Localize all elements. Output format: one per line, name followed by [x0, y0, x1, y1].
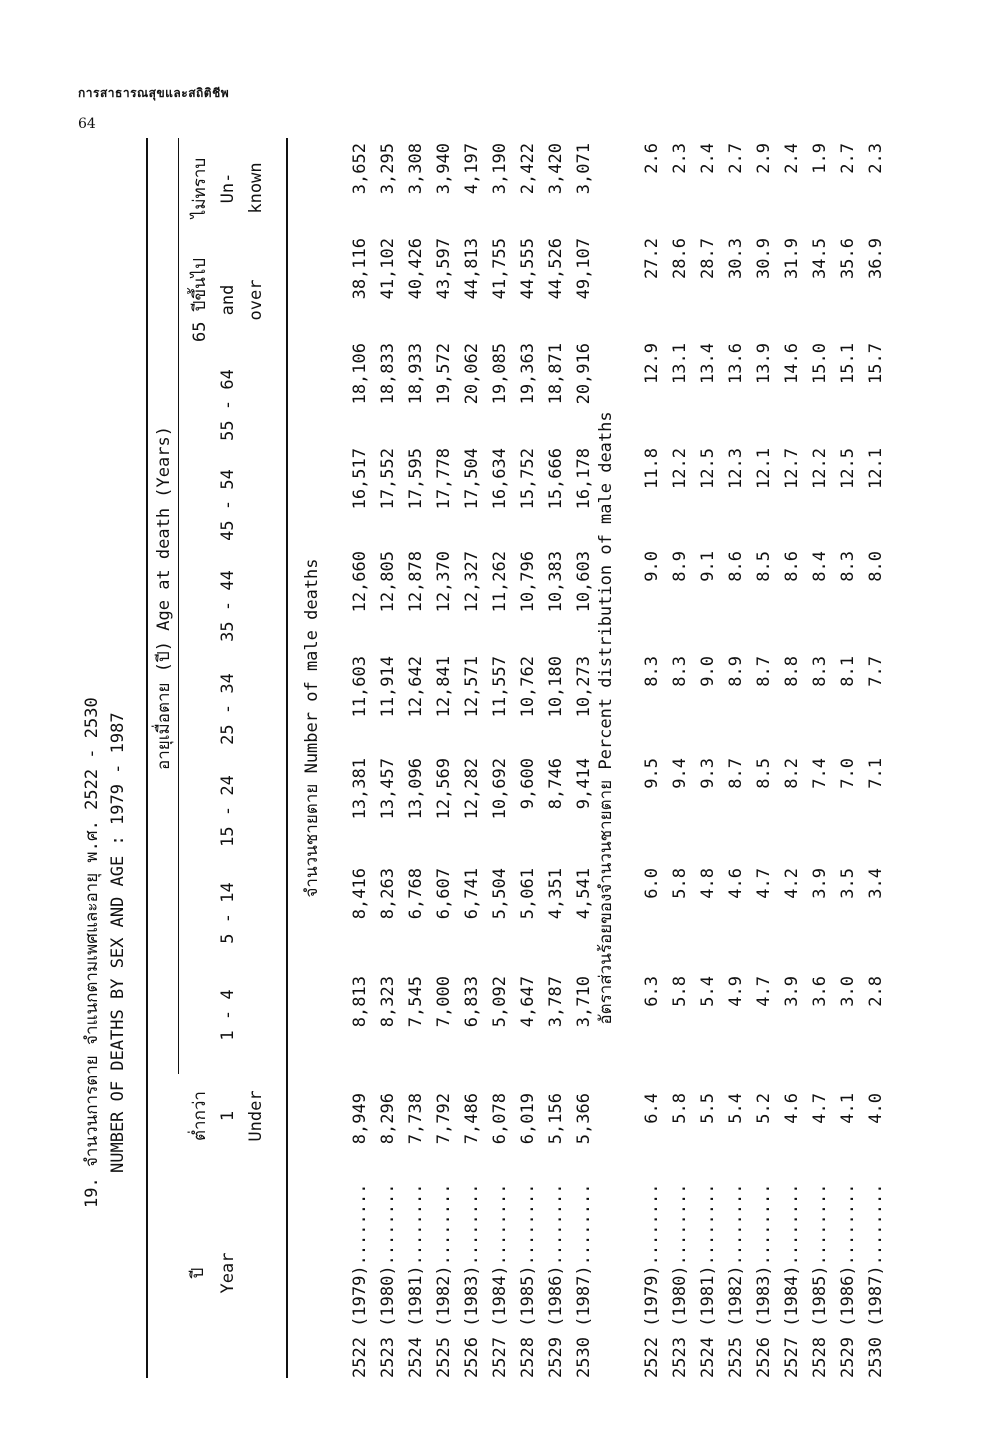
table-cell: 12.1	[866, 448, 886, 489]
table-cell: 27.2	[642, 238, 662, 279]
table-cell: 12,642	[406, 656, 426, 718]
table-cell: 4.7	[754, 976, 774, 1007]
table-cell: 8,296	[378, 1093, 398, 1145]
row-year: 2529 (1986)........	[838, 1183, 858, 1378]
table-cell: 3.5	[838, 868, 858, 899]
table-cell: 4,541	[574, 868, 594, 920]
table-cell: 28.6	[670, 238, 690, 279]
table-cell: 40,426	[406, 238, 426, 300]
table-cell: 2.4	[698, 143, 718, 174]
table-cell: 6,768	[406, 868, 426, 920]
column-header: 15 - 24	[218, 775, 238, 847]
table-cell: 15.0	[810, 343, 830, 384]
table-cell: 7.1	[866, 758, 886, 789]
table-cell: 12.1	[754, 448, 774, 489]
table-cell: 41,755	[490, 238, 510, 300]
table-cell: 5.8	[670, 976, 690, 1007]
table-cell: 4.9	[726, 976, 746, 1007]
row-year: 2527 (1984)........	[490, 1183, 510, 1378]
table-cell: 8.4	[810, 551, 830, 582]
row-year: 2530 (1987)........	[866, 1183, 886, 1378]
row-year: 2523 (1980)........	[670, 1183, 690, 1378]
row-year: 2522 (1979)........	[642, 1183, 662, 1378]
table-cell: 7,545	[406, 976, 426, 1028]
section-label-counts: จำนวนชายตาย Number of male deaths	[302, 558, 322, 898]
table-cell: 30.9	[754, 238, 774, 279]
table-cell: 11,914	[378, 656, 398, 718]
table-cell: 4,197	[462, 143, 482, 195]
table-cell: 7.0	[838, 758, 858, 789]
table-cell: 6,019	[518, 1093, 538, 1145]
column-header: and	[218, 284, 238, 316]
table-cell: 18,106	[350, 343, 370, 405]
table-cell: 8.3	[810, 656, 830, 687]
table-cell: 18,833	[378, 343, 398, 405]
table-cell: 5.2	[754, 1093, 774, 1124]
table-cell: 13.1	[670, 343, 690, 384]
table-cell: 36.9	[866, 238, 886, 279]
table-cell: 3.0	[838, 976, 858, 1007]
table-cell: 13,381	[350, 758, 370, 820]
table-cell: 6,741	[462, 868, 482, 920]
table-cell: 16,517	[350, 448, 370, 510]
table-cell: 9.0	[698, 656, 718, 687]
table-cell: 5,504	[490, 868, 510, 920]
table-cell: 7,000	[434, 976, 454, 1028]
table-title-en: NUMBER OF DEATHS BY SEX AND AGE : 1979 - 1987	[108, 712, 128, 1173]
row-year: 2526 (1983)........	[754, 1183, 774, 1378]
table-cell: 15,666	[546, 448, 566, 510]
table-cell: 4.1	[838, 1093, 858, 1124]
table-cell: 5,061	[518, 868, 538, 920]
table-cell: 28.7	[698, 238, 718, 279]
table-cell: 12.2	[670, 448, 690, 489]
table-cell: 4.6	[726, 868, 746, 899]
table-cell: 12.5	[698, 448, 718, 489]
column-header: Under	[246, 1090, 266, 1142]
table-cell: 8.8	[782, 656, 802, 687]
table-cell: 8,813	[350, 976, 370, 1028]
column-header: over	[246, 279, 266, 321]
table-cell: 12,327	[462, 551, 482, 613]
table-cell: 9,600	[518, 758, 538, 810]
table-cell: 13,096	[406, 758, 426, 820]
table-cell: 20,916	[574, 343, 594, 405]
table-cell: 10,180	[546, 656, 566, 718]
table-cell: 10,603	[574, 551, 594, 613]
table-cell: 6.3	[642, 976, 662, 1007]
table-cell: 3.6	[810, 976, 830, 1007]
table-cell: 5.8	[670, 1093, 690, 1124]
table-cell: 3,190	[490, 143, 510, 195]
table-cell: 12.7	[782, 448, 802, 489]
table-cell: 12,282	[462, 758, 482, 820]
table-cell: 5.8	[670, 868, 690, 899]
table-cell: 3,308	[406, 143, 426, 195]
table-cell: 2.7	[838, 143, 858, 174]
table-cell: 2.9	[754, 143, 774, 174]
table-cell: 13.6	[726, 343, 746, 384]
table-cell: 8.3	[838, 551, 858, 582]
age-group-header: อายุเมื่อตาย (ปี) Age at death (Years)	[154, 426, 174, 770]
table-cell: 9.1	[698, 551, 718, 582]
table-cell: 12,569	[434, 758, 454, 820]
table-cell: 3,940	[434, 143, 454, 195]
table-cell: 8.6	[726, 551, 746, 582]
table-cell: 38,116	[350, 238, 370, 300]
table-cell: 7,486	[462, 1093, 482, 1145]
table-cell: 18,933	[406, 343, 426, 405]
table-cell: 35.6	[838, 238, 858, 279]
table-cell: 4.0	[866, 1093, 886, 1124]
column-header: 1 - 4	[218, 989, 238, 1041]
table-cell: 8.0	[866, 551, 886, 582]
table-cell: 4.7	[754, 868, 774, 899]
table-cell: 12.3	[726, 448, 746, 489]
table-cell: 44,555	[518, 238, 538, 300]
table-cell: 8,949	[350, 1093, 370, 1145]
table-cell: 43,597	[434, 238, 454, 300]
table-cell: 7.4	[810, 758, 830, 789]
table-cell: 15.7	[866, 343, 886, 384]
table-cell: 2.8	[866, 976, 886, 1007]
column-header: ไม่ทราบ	[190, 157, 210, 219]
table-cell: 4.7	[810, 1093, 830, 1124]
table-cell: 4,351	[546, 868, 566, 920]
table-cell: 15.1	[838, 343, 858, 384]
table-cell: 10,383	[546, 551, 566, 613]
table-cell: 12,878	[406, 551, 426, 613]
table-cell: 10,796	[518, 551, 538, 613]
table-cell: 5,156	[546, 1093, 566, 1145]
table-cell: 8.5	[754, 758, 774, 789]
table-cell: 16,178	[574, 448, 594, 510]
column-header: 35 - 44	[218, 570, 238, 642]
row-year: 2526 (1983)........	[462, 1183, 482, 1378]
age-group-rule	[178, 138, 179, 1074]
table-cell: 10,692	[490, 758, 510, 820]
table-cell: 2.3	[866, 143, 886, 174]
table-cell: 9.4	[670, 758, 690, 789]
table-cell: 19,572	[434, 343, 454, 405]
table-cell: 8,746	[546, 758, 566, 810]
table-cell: 17,595	[406, 448, 426, 510]
row-year: 2523 (1980)........	[378, 1183, 398, 1378]
table-cell: 9.0	[642, 551, 662, 582]
table-cell: 17,778	[434, 448, 454, 510]
table-cell: 3,710	[574, 976, 594, 1028]
table-cell: 44,813	[462, 238, 482, 300]
table-cell: 6,078	[490, 1093, 510, 1145]
row-year: 2527 (1984)........	[782, 1183, 802, 1378]
column-header: 65 ปีขึ้นไป	[190, 257, 210, 343]
column-header: known	[246, 162, 266, 214]
table-cell: 12,660	[350, 551, 370, 613]
table-title-th: 19. จำนวนการตาย จำแนกตามเพศและอายุ พ.ศ. 2522 - 2530	[82, 697, 102, 1208]
table-cell: 8.1	[838, 656, 858, 687]
table-cell: 2.7	[726, 143, 746, 174]
page-number: 64	[78, 116, 96, 132]
table-cell: 6,607	[434, 868, 454, 920]
row-year: 2525 (1982)........	[434, 1183, 454, 1378]
table-cell: 10,273	[574, 656, 594, 718]
table-cell: 12,841	[434, 656, 454, 718]
table-cell: 5.5	[698, 1093, 718, 1124]
table-cell: 12,370	[434, 551, 454, 613]
row-year: 2524 (1981)........	[698, 1183, 718, 1378]
row-year: 2528 (1985)........	[810, 1183, 830, 1378]
table-cell: 9.5	[642, 758, 662, 789]
table-cell: 6.4	[642, 1093, 662, 1124]
table-cell: 8.5	[754, 551, 774, 582]
table-cell: 6.0	[642, 868, 662, 899]
table-cell: 19,363	[518, 343, 538, 405]
running-head: การสาธารณสุขและสถิติชีพ	[78, 86, 230, 100]
table-cell: 6,833	[462, 976, 482, 1028]
table-cell: 5.4	[698, 976, 718, 1007]
table-cell: 12.9	[642, 343, 662, 384]
table-cell: 8.2	[782, 758, 802, 789]
table-cell: 2.4	[782, 143, 802, 174]
table-cell: 4.2	[782, 868, 802, 899]
table-cell: 8.7	[754, 656, 774, 687]
table-cell: 3.4	[866, 868, 886, 899]
table-cell: 15,752	[518, 448, 538, 510]
table-cell: 3,652	[350, 143, 370, 195]
table-cell: 30.3	[726, 238, 746, 279]
table-cell: 20,062	[462, 343, 482, 405]
row-year: 2524 (1981)........	[406, 1183, 426, 1378]
column-header: 1	[218, 1110, 238, 1122]
rotated-table	[68, 138, 928, 1378]
table-cell: 4.8	[698, 868, 718, 899]
table-cell: 8,263	[378, 868, 398, 920]
year-header-th: ปี	[188, 1267, 208, 1279]
table-cell: 31.9	[782, 238, 802, 279]
column-header: 45 - 54	[218, 469, 238, 541]
table-cell: 8,323	[378, 976, 398, 1028]
year-header-en: Year	[218, 1252, 238, 1294]
table-cell: 8.7	[726, 758, 746, 789]
table-cell: 8.9	[726, 656, 746, 687]
table-cell: 8.3	[642, 656, 662, 687]
table-cell: 41,102	[378, 238, 398, 300]
table-cell: 13,457	[378, 758, 398, 820]
table-cell: 3,295	[378, 143, 398, 195]
table-cell: 12.5	[838, 448, 858, 489]
table-cell: 4,647	[518, 976, 538, 1028]
table-cell: 5,366	[574, 1093, 594, 1145]
column-header: ต่ำกว่า	[190, 1091, 210, 1141]
table-cell: 49,107	[574, 238, 594, 300]
table-cell: 19,085	[490, 343, 510, 405]
row-year: 2530 (1987)........	[574, 1183, 594, 1378]
table-cell: 11,603	[350, 656, 370, 718]
column-header: 5 - 14	[218, 882, 238, 944]
table-cell: 3,071	[574, 143, 594, 195]
table-cell: 1.9	[810, 143, 830, 174]
table-cell: 8.9	[670, 551, 690, 582]
table-cell: 3.9	[810, 868, 830, 899]
table-cell: 2,422	[518, 143, 538, 195]
table-cell: 11,262	[490, 551, 510, 613]
table-cell: 9.3	[698, 758, 718, 789]
table-cell: 10,762	[518, 656, 538, 718]
column-header: 55 - 64	[218, 369, 238, 441]
table-cell: 5,092	[490, 976, 510, 1028]
table-cell: 12.2	[810, 448, 830, 489]
row-year: 2528 (1985)........	[518, 1183, 538, 1378]
table-cell: 44,526	[546, 238, 566, 300]
table-cell: 7,792	[434, 1093, 454, 1145]
table-cell: 12,805	[378, 551, 398, 613]
column-header: Un-	[218, 172, 238, 204]
table-cell: 16,634	[490, 448, 510, 510]
table-cell: 13.9	[754, 343, 774, 384]
row-year: 2525 (1982)........	[726, 1183, 746, 1378]
table-cell: 18,871	[546, 343, 566, 405]
table-cell: 14.6	[782, 343, 802, 384]
table-cell: 11.8	[642, 448, 662, 489]
table-cell: 3,787	[546, 976, 566, 1028]
table-cell: 9,414	[574, 758, 594, 810]
table-cell: 5.4	[726, 1093, 746, 1124]
row-year: 2529 (1986)........	[546, 1183, 566, 1378]
table-cell: 3.9	[782, 976, 802, 1007]
table-cell: 4.6	[782, 1093, 802, 1124]
table-cell: 12,571	[462, 656, 482, 718]
table-cell: 8,416	[350, 868, 370, 920]
table-cell: 34.5	[810, 238, 830, 279]
table-cell: 8.6	[782, 551, 802, 582]
table-cell: 7,738	[406, 1093, 426, 1145]
table-cell: 13.4	[698, 343, 718, 384]
row-year: 2522 (1979)........	[350, 1183, 370, 1378]
table-cell: 17,552	[378, 448, 398, 510]
table-cell: 11,557	[490, 656, 510, 718]
header-bottom-rule	[286, 138, 288, 1378]
section-label-percent: อัตราส่วนร้อยของจำนวนชายตาย Percent distribution of male deaths	[596, 411, 616, 1025]
column-header: 25 - 34	[218, 673, 238, 745]
table-cell: 3,420	[546, 143, 566, 195]
table-cell: 8.3	[670, 656, 690, 687]
table-cell: 2.3	[670, 143, 690, 174]
table-cell: 7.7	[866, 656, 886, 687]
table-cell: 2.6	[642, 143, 662, 174]
table-cell: 17,504	[462, 448, 482, 510]
top-rule	[146, 138, 148, 1378]
